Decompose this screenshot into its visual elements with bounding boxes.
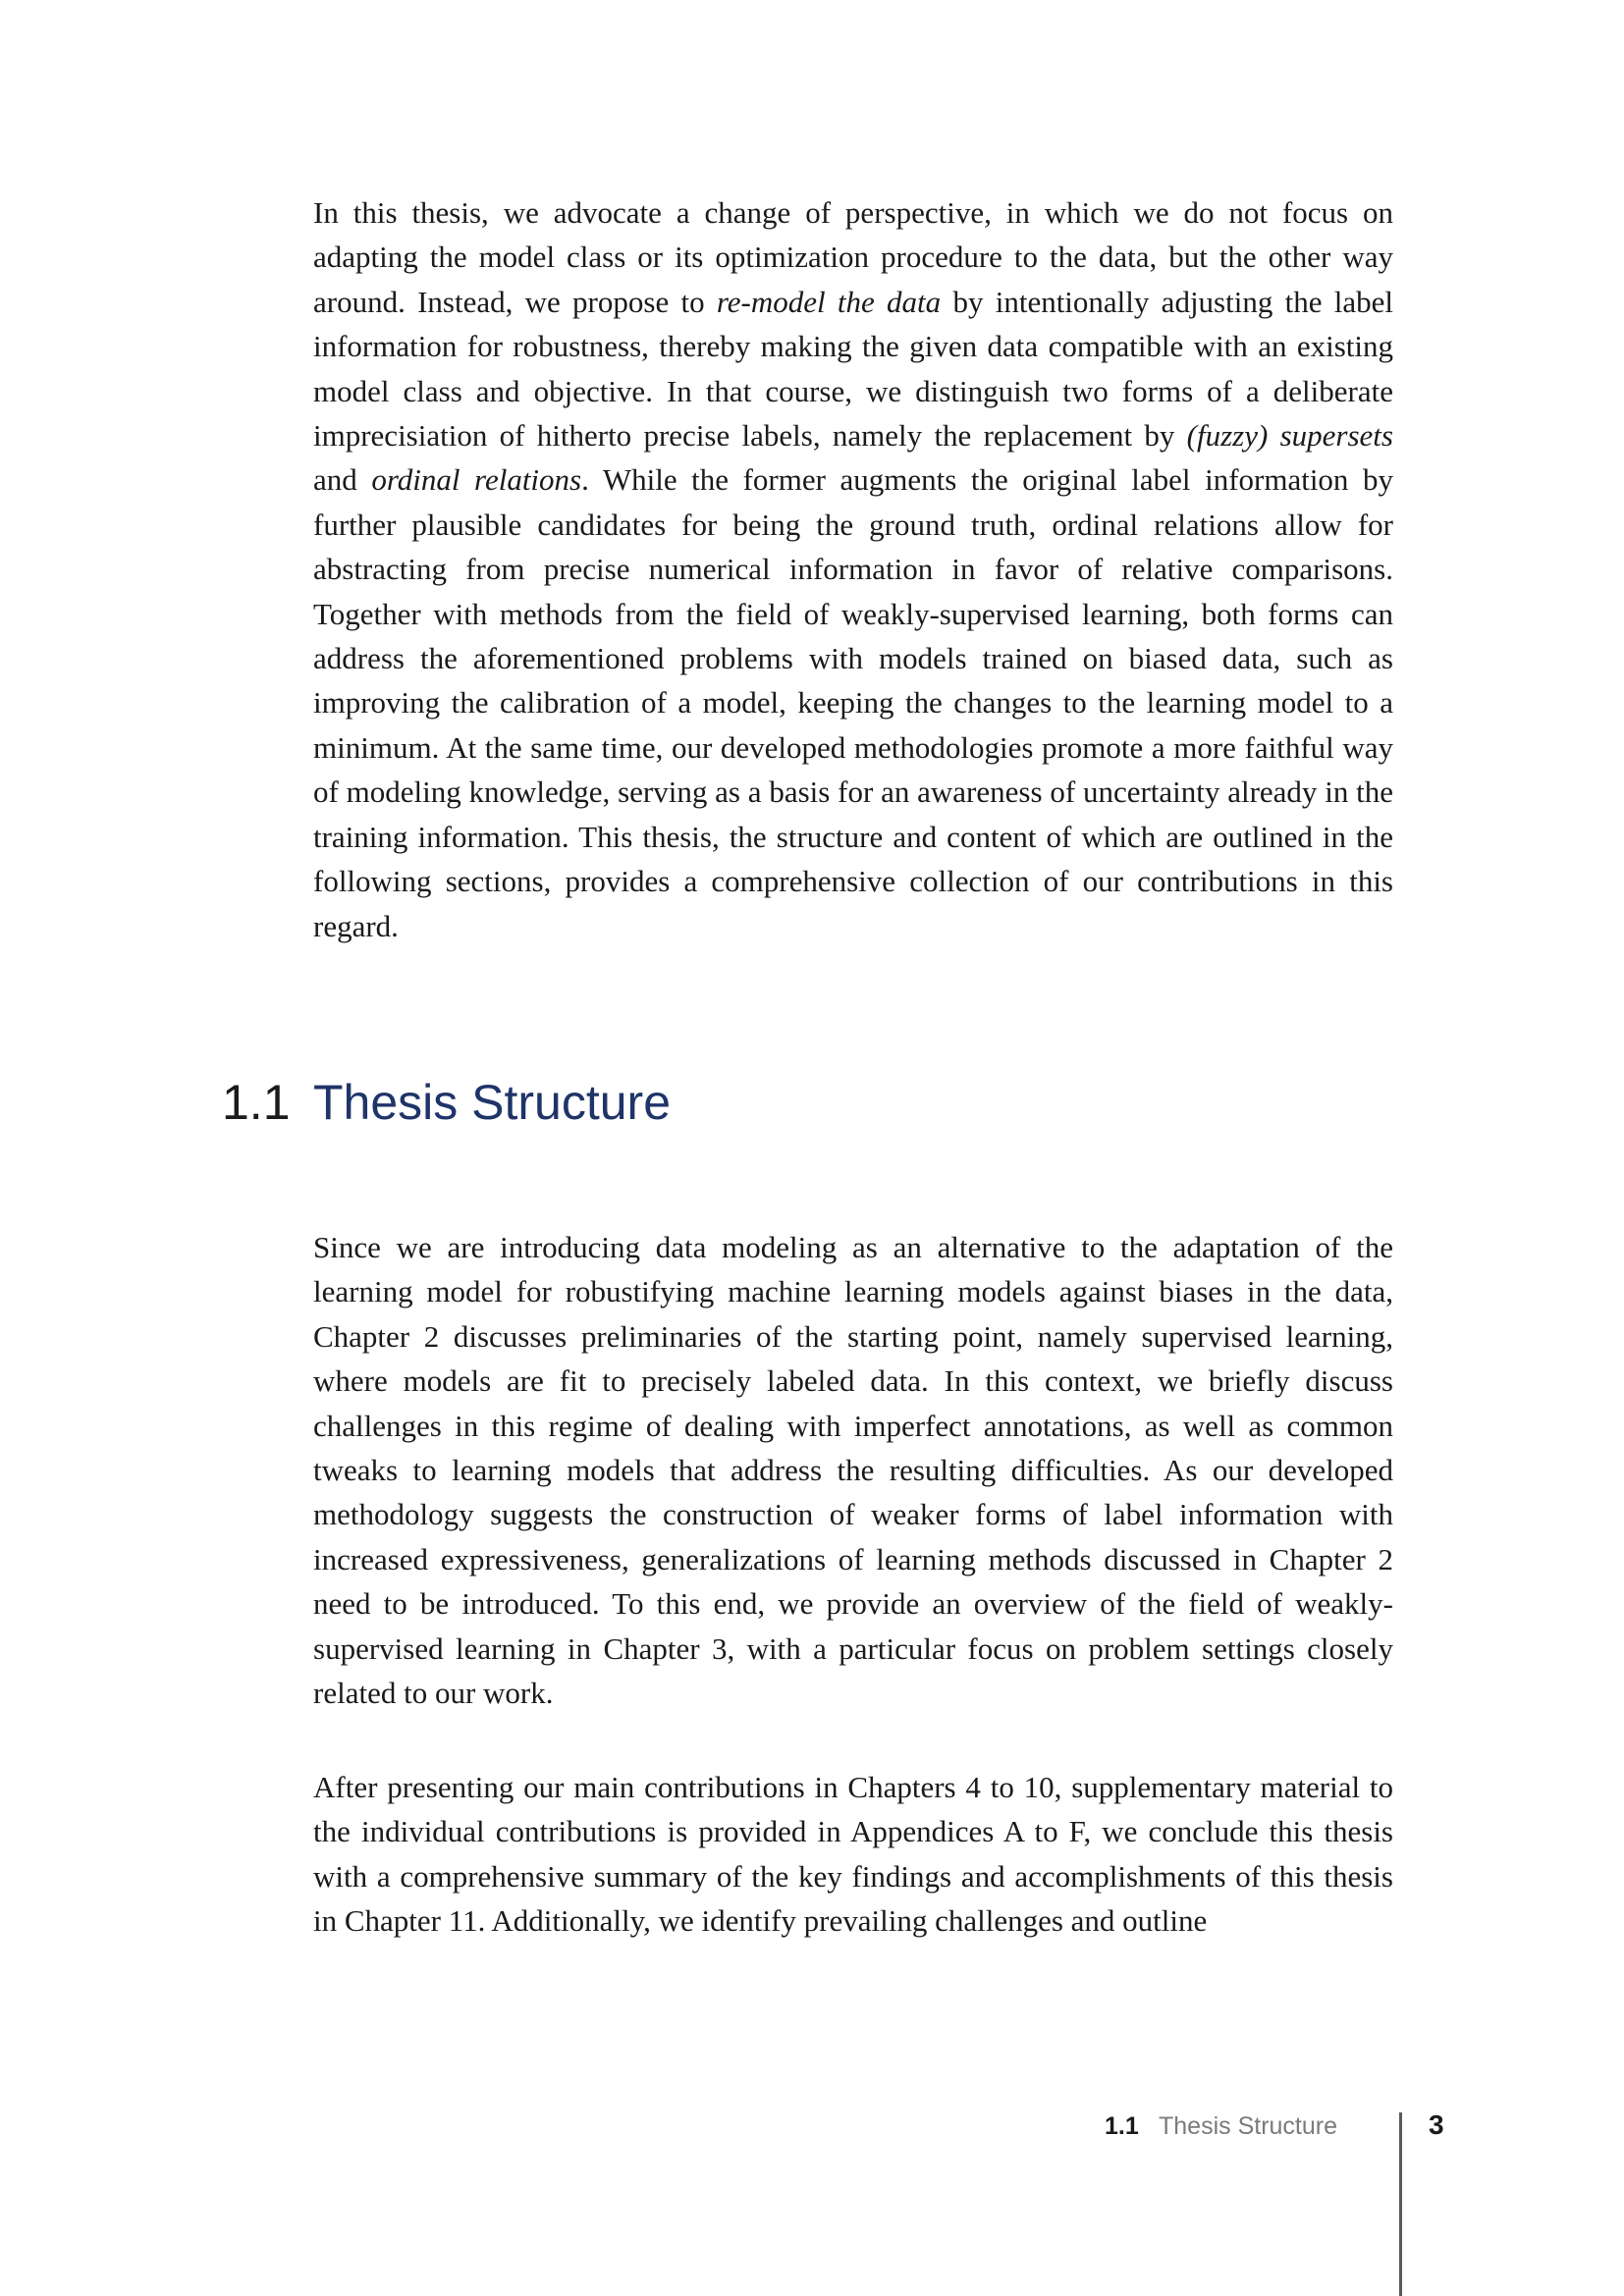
intro-text-2: by intentionally adjusting the label information for robustness, thereby making the given data compatible with an existing model class and objective. In that course, we distinguish two forms of a deliberate imprecisiation of hitherto precise labels, namely the replacement by: [313, 284, 1393, 454]
footer-divider: [1399, 2112, 1402, 2296]
intro-emphasis-ordinal: ordinal relations: [371, 462, 582, 498]
intro-emphasis-supersets: (fuzzy) supersets: [1186, 418, 1393, 454]
footer-section-number: 1.1: [1105, 2112, 1139, 2140]
intro-text-1: In this thesis, we advocate a change of perspective, in which we do not focus on adapting the model class or its optimization procedure to the data, but the other way around. Instead, we propose to: [313, 195, 1393, 319]
intro-text-4: . While the former augments the original label information by further plausible candidates for being the ground truth, ordinal relations allow for abstracting from precise numerical information in favor of relative comparisons. Together with methods from the field of weakly-supervised learning, both forms can address the aforementioned problems with models trained on biased data, such as improving the calibration of a model, keeping the changes to the learning model to a minimum. At the same time, our developed methodologies promote a more faithful way of modeling knowledge, serving as a basis for an awareness of uncertainty already in the training information. This thesis, the structure and content of which are outlined in the following sections, provides a comprehensive collection of our contributions in this regard.: [313, 462, 1393, 943]
page-number: 3: [1429, 2109, 1444, 2140]
section-heading: [222, 1074, 671, 1131]
intro-paragraph: [313, 190, 1393, 948]
intro-emphasis-remodel: re-model the data: [716, 284, 942, 319]
structure-paragraph-2: [313, 1765, 1393, 1944]
structure-paragraph-1: [313, 1225, 1393, 1715]
structure-paragraph-2-text: After presenting our main contributions in Chapters 4 to 10, supplementary material to the individual contributions is provided in Appendices A to F, we conclude this thesis with a comprehensive summary of the key findings and accomplishments of this thesis in Chapter 11. Additionally, we identify prevailing challenges and outline: [313, 1770, 1393, 1939]
section-title: Thesis Structure: [313, 1075, 672, 1130]
intro-text-3: and: [313, 462, 372, 498]
structure-paragraph-1-text: Since we are introducing data modeling as an alternative to the adaptation of the learning model for robustifying machine learning models against biases in the data, Chapter 2 discusses preliminaries of the starting point, namely supervised learning, where models are fit to precisely labeled data. In this context, we briefly discuss challenges in this regime of dealing with imperfect annotations, as well as common tweaks to learning models that address the resulting difficulties. As our developed methodology suggests the construction of weaker forms of label information with increased expressiveness, generalizations of learning methods discussed in Chapter 2 need to be introduced. To this end, we provide an overview of the field of weakly-supervised learning in Chapter 3, with a particular focus on problem settings closely related to our work.: [313, 1230, 1393, 1711]
footer-section-title: Thesis Structure: [1159, 2112, 1338, 2140]
section-number: 1.1: [222, 1075, 291, 1130]
